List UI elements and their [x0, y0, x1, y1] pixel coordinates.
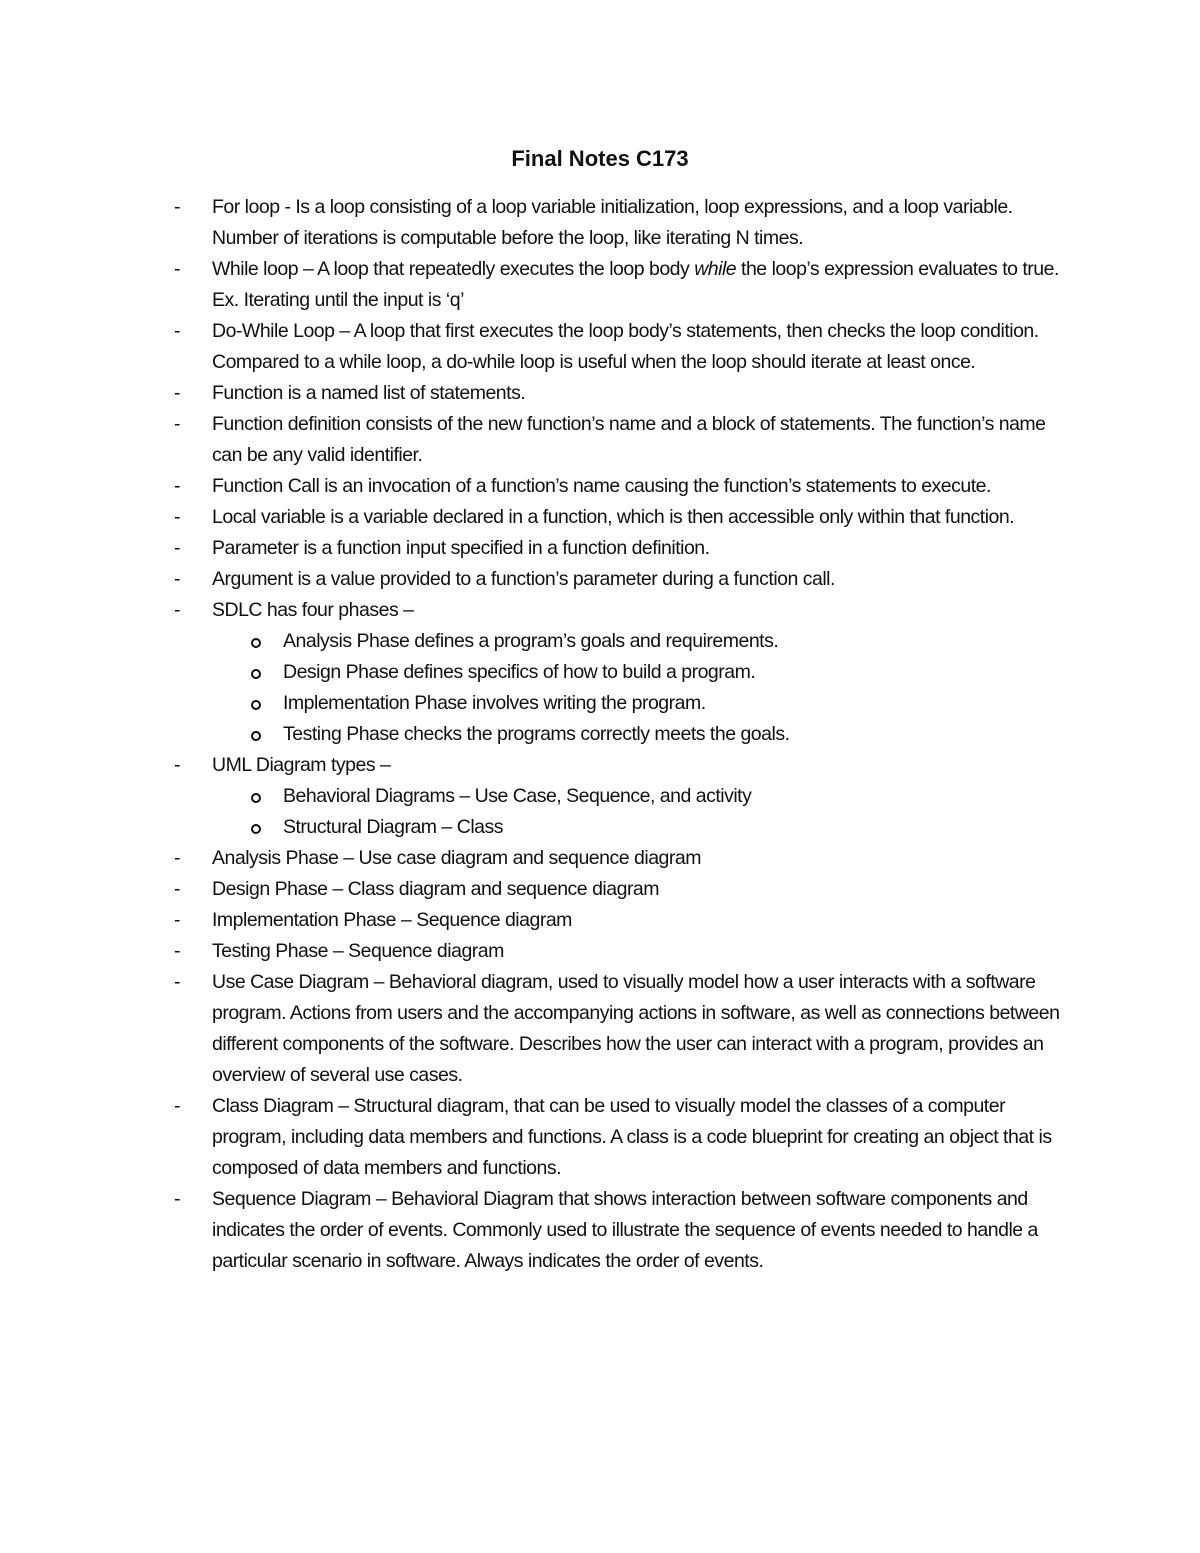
- sub-item: [283, 781, 1067, 812]
- dash-bullet-icon: -: [174, 382, 180, 404]
- sub-item: [283, 688, 1067, 719]
- note-item: [174, 471, 1067, 502]
- page-title: Final Notes C173: [511, 146, 689, 171]
- note-item: [174, 533, 1067, 564]
- dash-bullet-icon: -: [174, 537, 180, 559]
- dash-bullet-icon: -: [174, 568, 180, 590]
- dash-bullet-icon: -: [174, 909, 180, 931]
- dash-bullet-icon: -: [174, 754, 180, 776]
- circle-bullet-icon: [251, 793, 261, 803]
- circle-bullet-icon: [251, 638, 261, 648]
- dash-bullet-icon: -: [174, 320, 180, 342]
- sub-item-text: Design Phase defines specifics of how to build a program.: [283, 661, 756, 683]
- note-item: [174, 192, 1067, 254]
- note-text: Function definition consists of the new function’s name and a block of statements. The function’s name can be any valid identifier.: [212, 413, 1046, 466]
- sub-item-text: Structural Diagram – Class: [283, 816, 503, 838]
- sub-item: [283, 812, 1067, 843]
- note-item: [174, 1184, 1067, 1277]
- note-item: [174, 409, 1067, 471]
- dash-bullet-icon: -: [174, 971, 180, 993]
- note-text: UML Diagram types –: [212, 754, 391, 776]
- note-item: [174, 905, 1067, 936]
- note-text: Class Diagram – Structural diagram, that can be used to visually model the classes of a computer program, including data members and functions. A class is a code blueprint for creating an object that is composed of data members and functions.: [212, 1095, 1052, 1179]
- note-text: While loop – A loop that repeatedly executes the loop body: [212, 258, 695, 280]
- sub-item-text: Testing Phase checks the programs correctly meets the goals.: [283, 723, 790, 745]
- sub-item-text: Analysis Phase defines a program’s goals and requirements.: [283, 630, 779, 652]
- note-text: SDLC has four phases –: [212, 599, 414, 621]
- note-item: [174, 378, 1067, 409]
- dash-bullet-icon: -: [174, 1188, 180, 1210]
- note-item: [174, 254, 1067, 316]
- sub-item-text: Implementation Phase involves writing the program.: [283, 692, 706, 714]
- note-item: [174, 874, 1067, 905]
- note-text: Testing Phase – Sequence diagram: [212, 940, 504, 962]
- circle-bullet-icon: [251, 731, 261, 741]
- note-item: [174, 750, 1067, 843]
- note-text: Analysis Phase – Use case diagram and sequence diagram: [212, 847, 701, 869]
- sdlc-phases-sublist: [212, 626, 1067, 750]
- dash-bullet-icon: -: [174, 506, 180, 528]
- note-item: [174, 564, 1067, 595]
- note-text: Sequence Diagram – Behavioral Diagram that shows interaction between software components and indicates the order of events. Commonly used to illustrate the sequence of events needed to handle a particular scenario in software. Always indicates the order of events.: [212, 1188, 1038, 1272]
- note-item: [174, 1091, 1067, 1184]
- sub-item: [283, 657, 1067, 688]
- dash-bullet-icon: -: [174, 196, 180, 218]
- circle-bullet-icon: [251, 700, 261, 710]
- dash-bullet-icon: -: [174, 940, 180, 962]
- note-text: Implementation Phase – Sequence diagram: [212, 909, 572, 931]
- note-item: [174, 936, 1067, 967]
- note-text: Argument is a value provided to a function’s parameter during a function call.: [212, 568, 835, 590]
- note-emphasis: while: [694, 258, 737, 280]
- dash-bullet-icon: -: [174, 599, 180, 621]
- note-text: For loop - Is a loop consisting of a loop variable initialization, loop expressions, and a loop variable. Number of iterations is computable before the loop, like iterating N times.: [212, 196, 1013, 249]
- sub-item: [283, 719, 1067, 750]
- note-item: [174, 316, 1067, 378]
- note-text: Use Case Diagram – Behavioral diagram, used to visually model how a user interacts with a software program. Actions from users and the accompanying actions in software, as well as connections between different components of the software. Describes how the user can interact with a program, provides an overview of several use cases.: [212, 971, 1060, 1086]
- note-text: Design Phase – Class diagram and sequence diagram: [212, 878, 660, 900]
- dash-bullet-icon: -: [174, 258, 180, 280]
- dash-bullet-icon: -: [174, 475, 180, 497]
- notes-list: [174, 192, 1067, 1277]
- note-item: [174, 502, 1067, 533]
- note-item: [174, 595, 1067, 750]
- dash-bullet-icon: -: [174, 878, 180, 900]
- note-text: the loop’s expression evaluates to true. Ex. Iterating until the input is ‘q’: [212, 258, 1059, 311]
- note-text: Do-While Loop – A loop that first executes the loop body’s statements, then checks the loop condition. Compared to a while loop, a do-while loop is useful when the loop should iterate at least once.: [212, 320, 1039, 373]
- note-item: [174, 967, 1067, 1091]
- uml-types-sublist: [212, 781, 1067, 843]
- note-text: Function Call is an invocation of a function’s name causing the function’s statements to execute.: [212, 475, 991, 497]
- note-text: Function is a named list of statements.: [212, 382, 526, 404]
- circle-bullet-icon: [251, 824, 261, 834]
- sub-item: [283, 626, 1067, 657]
- note-text: Parameter is a function input specified in a function definition.: [212, 537, 710, 559]
- note-text: Local variable is a variable declared in a function, which is then accessible only within that function.: [212, 506, 1015, 528]
- dash-bullet-icon: -: [174, 1095, 180, 1117]
- circle-bullet-icon: [251, 669, 261, 679]
- dash-bullet-icon: -: [174, 847, 180, 869]
- sub-item-text: Behavioral Diagrams – Use Case, Sequence, and activity: [283, 785, 752, 807]
- dash-bullet-icon: -: [174, 413, 180, 435]
- note-item: [174, 843, 1067, 874]
